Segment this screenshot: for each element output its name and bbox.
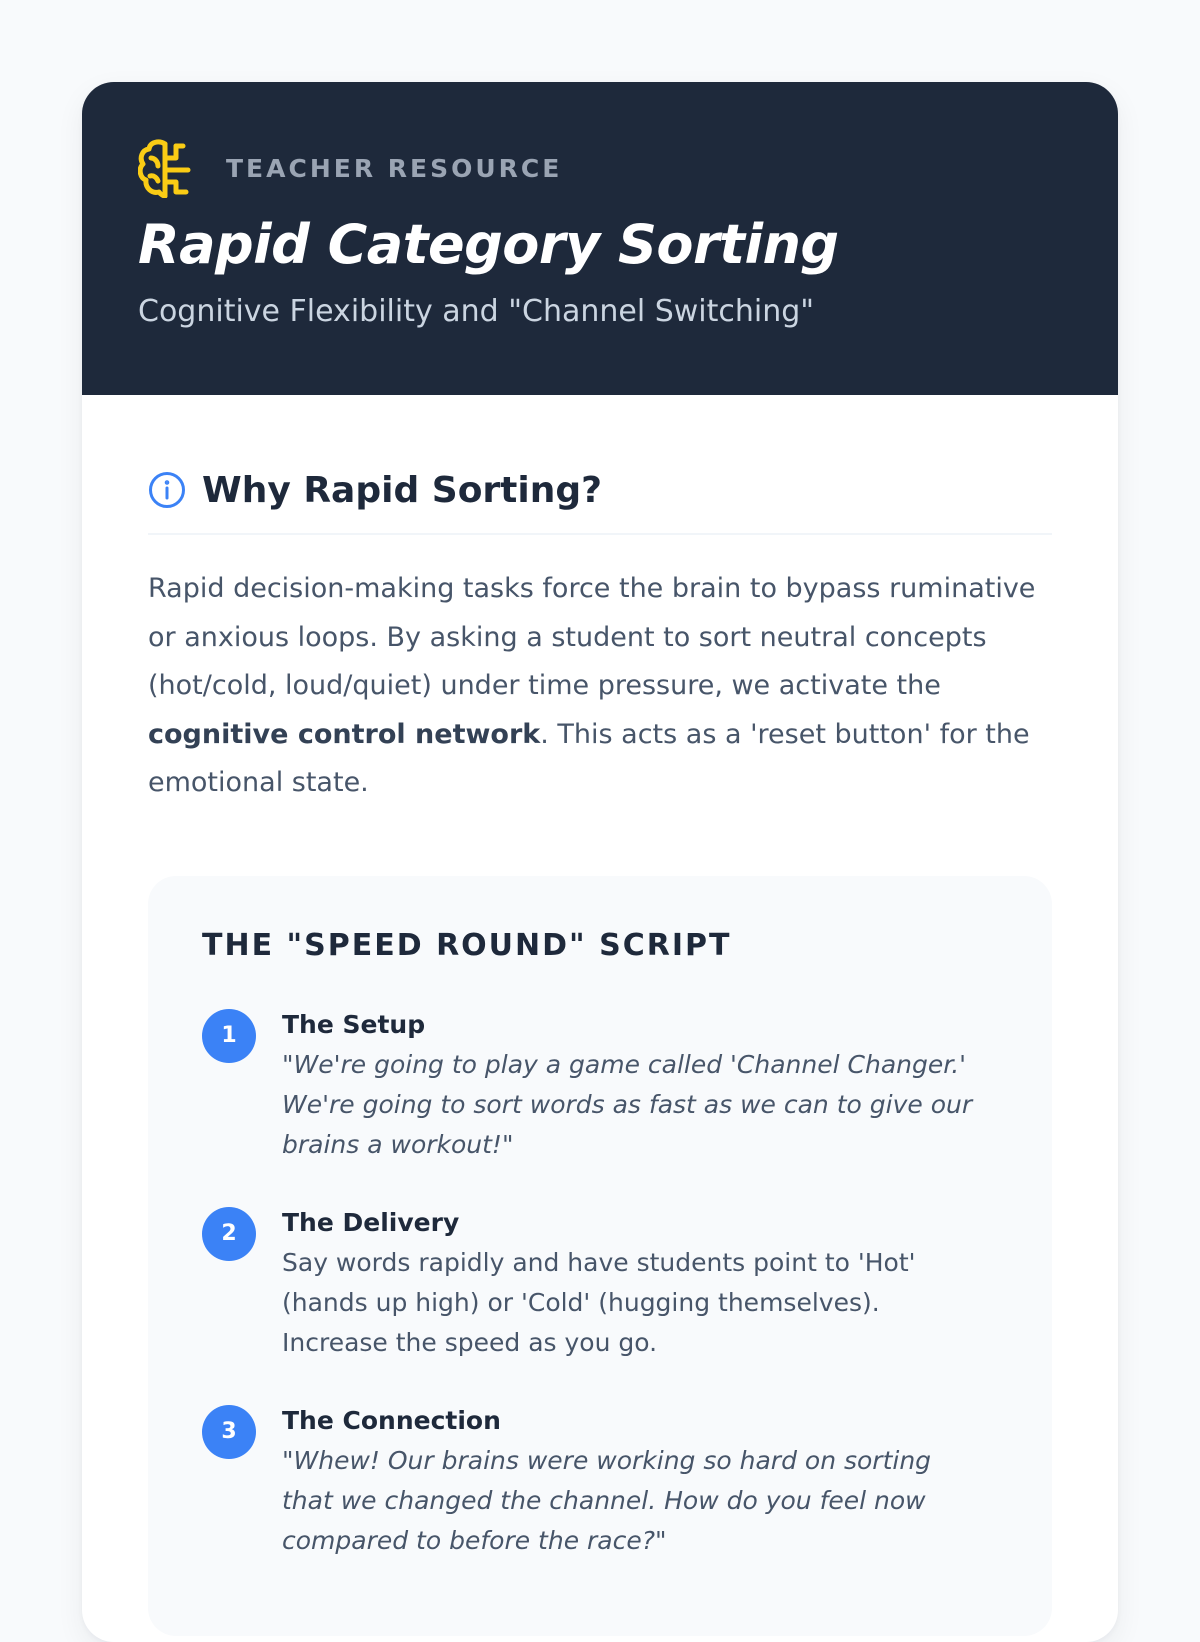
info-icon xyxy=(148,471,186,509)
step-description: "We're going to play a game called 'Channel Changer.' We're going to sort words as fast as we can to give our brains a workout!" xyxy=(282,1049,973,1159)
step-description: "Whew! Our brains were working so hard on sorting that we changed the channel. How do you feel now compared to before the race?" xyxy=(282,1445,932,1555)
resource-card xyxy=(82,82,1118,1642)
script-step xyxy=(202,1205,1000,1363)
page-title: Rapid Category Sorting xyxy=(138,213,839,276)
script-heading: THE "SPEED ROUND" SCRIPT xyxy=(202,927,732,963)
step-number-badge: 2 xyxy=(202,1207,256,1261)
step-number-badge: 3 xyxy=(202,1405,256,1459)
why-text-before: Rapid decision-making tasks force the brain to bypass ruminative or anxious loops. By asking a student to sort neutral concepts (hot/cold, loud/quiet) under time pressure, we activate the xyxy=(148,573,1036,701)
resource-header xyxy=(82,82,1118,395)
step-content xyxy=(282,1205,1000,1363)
script-step xyxy=(202,1007,1000,1165)
why-section-header xyxy=(148,467,1052,535)
script-box xyxy=(148,876,1052,1636)
step-content xyxy=(282,1007,1000,1165)
step-title: The Connection xyxy=(282,1405,501,1435)
step-title: The Setup xyxy=(282,1009,426,1039)
step-number-badge: 1 xyxy=(202,1009,256,1063)
step-description: Say words rapidly and have students point to 'Hot' (hands up high) or 'Cold' (hugging themselves). Increase the speed as you go. xyxy=(282,1247,916,1357)
script-step xyxy=(202,1403,1000,1561)
why-heading: Why Rapid Sorting? xyxy=(202,469,603,511)
step-title: The Delivery xyxy=(282,1207,460,1237)
page-subtitle: Cognitive Flexibility and "Channel Switching" xyxy=(138,294,815,329)
why-paragraph xyxy=(148,565,1053,808)
step-content xyxy=(282,1403,1000,1561)
resource-body xyxy=(82,467,1118,1636)
eyebrow-label: TEACHER RESOURCE xyxy=(226,153,563,183)
eyebrow-row xyxy=(138,138,1062,198)
why-text-after: . This acts as a 'reset button' for the emotional state. xyxy=(148,718,1030,798)
why-text-bold: cognitive control network xyxy=(148,718,541,750)
brain-icon xyxy=(138,138,196,198)
